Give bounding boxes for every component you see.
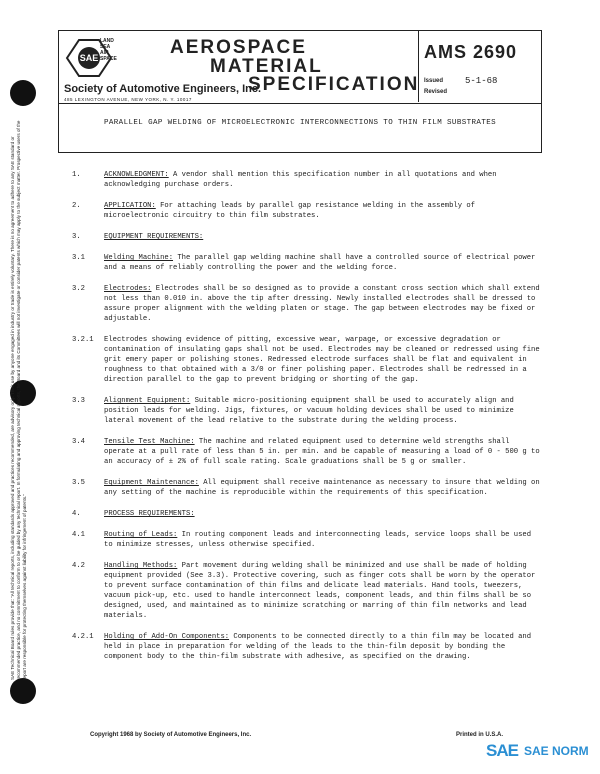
section-text — [104, 530, 542, 550]
title-aerospace: AEROSPACE — [170, 37, 307, 58]
section-heading: Equipment Maintenance: — [104, 479, 199, 487]
section-number: 3.3 — [72, 397, 85, 405]
section-number: 3. — [72, 233, 81, 241]
revised-label: Revised — [424, 89, 448, 95]
section-text — [104, 561, 542, 621]
section-number: 2. — [72, 202, 81, 210]
section-3-5 — [72, 478, 542, 498]
section-text — [104, 201, 542, 221]
section-body: For attaching leads by parallel gap resistance welding in the assembly of microelectronic circuitry to thin film substrates. — [104, 202, 475, 220]
sae-logo-text: SAE — [79, 53, 99, 63]
section-3 — [72, 232, 542, 242]
section-text — [104, 396, 542, 426]
section-text — [104, 284, 542, 324]
logo-subtitle — [100, 38, 117, 62]
section-heading: APPLICATION: — [104, 202, 156, 210]
issued-label: Issued — [424, 78, 444, 84]
punch-hole-bottom — [10, 678, 36, 704]
printed-in: Printed in U.S.A. — [456, 732, 504, 738]
logo-word-space: SPACE — [100, 56, 117, 62]
section-heading: Alignment Equipment: — [104, 397, 191, 405]
section-heading: EQUIPMENT REQUIREMENTS: — [104, 233, 204, 241]
section-body: The machine and related equipment used to determine weld strengths shall operate at a pull rate of less than 5 in. per min. and be capable of measuring a load of 0 - 500 g to an accuracy of ± 2% of full scale rating. Scale graduations shall be 5 g or smaller. — [104, 438, 540, 466]
section-body: Electrodes shall be so designed as to provide a constant cross section which shall extend not less than 0.010 in. above the tip after dressing. Newly installed electrodes shall be dressed to assure proper alignment with the welding platen or stage. The gap between electrodes may be fixed or adjustable. — [104, 285, 540, 323]
section-body: Part movement during welding shall be minimized and use shall be made of holding equipment provided (See 3.3). Protective covering, such as finger cots shall be worn by the operator to prevent surface contamination of thin films and delicate lead materials. Hand tools, tweezers, vacuum pick-up, etc. used to handle interconnect leads, component leads, and thin films shall be so designed, used, and maintained as to minimize scratching or marring of thin film networks and lead materials. — [104, 562, 536, 620]
section-body: The parallel gap welding machine shall have a controlled source of electrical power and a means of reliably controlling the power and the welding force. — [104, 254, 536, 272]
section-text — [104, 335, 542, 385]
section-heading: Routing of Leads: — [104, 531, 178, 539]
section-4-2-1 — [72, 632, 542, 662]
section-text — [104, 170, 542, 190]
section-heading: Electrodes: — [104, 285, 152, 293]
section-number: 1. — [72, 171, 81, 179]
section-body: In routing component leads and interconnecting leads, service loops shall be used to minimize stresses, unless otherwise specified. — [104, 531, 532, 549]
section-body: All equipment shall receive maintenance as necessary to insure that welding on any setting of the machine is reproducible within the requirements of this specification. — [104, 479, 540, 497]
section-text — [104, 437, 542, 467]
watermark-logo: SAE — [486, 741, 518, 760]
section-number: 3.2.1 — [72, 336, 94, 344]
section-body: Electrodes showing evidence of pitting, excessive wear, warpage, or excessive degradation or contamination of insulating gaps shall not be used. Electrodes may be cleaned or redressed using fine grit emery paper or polishing stones. Redressed electrode surfaces shall be flat and equivalent in roughness to that obtained with a 3/0 or finer polishing paper. Electrodes shall be redressed in a direction parallel to the gap to prevent bridging or shorting of the gap. — [104, 336, 540, 384]
section-number: 4.2.1 — [72, 633, 94, 641]
document-body — [72, 170, 542, 673]
section-heading: Handling Methods: — [104, 562, 178, 570]
logo-word-land: LAND — [100, 38, 114, 44]
section-text — [104, 632, 542, 662]
section-2 — [72, 201, 542, 221]
issued-date: 5-1-68 — [465, 76, 498, 86]
section-3-1 — [72, 253, 542, 273]
section-number: 3.5 — [72, 479, 85, 487]
section-4 — [72, 509, 542, 519]
society-name: Society of Automotive Engineers, Inc. — [64, 83, 262, 95]
section-heading: ACKNOWLEDGMENT: — [104, 171, 169, 179]
section-heading: PROCESS REQUIREMENTS: — [104, 510, 195, 518]
section-body: A vendor shall mention this specification number in all quotations and when acknowledging purchase orders. — [104, 171, 497, 189]
watermark-text: SAE NORM — [524, 744, 589, 758]
section-number: 4.1 — [72, 531, 85, 539]
section-body: Components to be connected directly to a thin film may be located and held in place in preparation for welding of the leads to the thin-film deposit by bonding the component body to the thin-film substrate with adhesive, as specified on the drawing. — [104, 633, 532, 661]
section-3-2 — [72, 284, 542, 324]
section-4-1 — [72, 530, 542, 550]
section-3-4 — [72, 437, 542, 467]
section-3-2-1 — [72, 335, 542, 385]
section-text — [104, 509, 542, 519]
logo-word-sea: SEA — [100, 44, 111, 50]
section-heading: Tensile Test Machine: — [104, 438, 195, 446]
section-text — [104, 232, 542, 242]
section-number: 3.2 — [72, 285, 85, 293]
section-number: 3.4 — [72, 438, 85, 446]
section-text — [104, 478, 542, 498]
section-heading: Holding of Add-On Components: — [104, 633, 230, 641]
title-material: MATERIAL — [210, 56, 323, 77]
copyright: Copyright 1968 by Society of Automotive Engineers, Inc. — [90, 732, 252, 738]
sidebar-disclaimer: SAE Technical Board rules provide that: "All technical reports, including standards approved and practices recommended, are advisory only. Their use by anyone engaged in industry or trade is entirely voluntary. There is no agreement to adhere to any SAE standard or recommended practice, and no commitment to conform to or be guided by any technical report. In formulating and approving technical reports, the Board and its Committees will not investigate or consider patents which may apply to the subject matter. Prospective users of the report are responsible for protecting themselves against liability for infringement of patents." — [10, 120, 27, 680]
spec-number: AMS 2690 — [424, 42, 518, 62]
title-specification: SPECIFICATION — [248, 74, 420, 95]
section-number: 3.1 — [72, 254, 85, 262]
section-number: 4.2 — [72, 562, 85, 570]
punch-hole-top — [10, 80, 36, 106]
section-1 — [72, 170, 542, 190]
section-body: Suitable micro-positioning equipment shall be used to accurately align and position leads for welding. Jigs, fixtures, or vacuum holding devices shall be used to minimize lateral movement of the lead relative to the substrate during the welding process. — [104, 397, 514, 425]
section-3-3 — [72, 396, 542, 426]
logo-word-air: AIR — [100, 50, 109, 56]
section-4-2 — [72, 561, 542, 621]
section-number: 4. — [72, 510, 81, 518]
section-text — [104, 253, 542, 273]
document-title: PARALLEL GAP WELDING OF MICROELECTRONIC INTERCONNECTIONS TO THIN FILM SUBSTRATES — [103, 119, 497, 127]
section-heading: Welding Machine: — [104, 254, 174, 262]
society-address: 485 LEXINGTON AVENUE, NEW YORK, N. Y. 10017 — [64, 97, 192, 102]
